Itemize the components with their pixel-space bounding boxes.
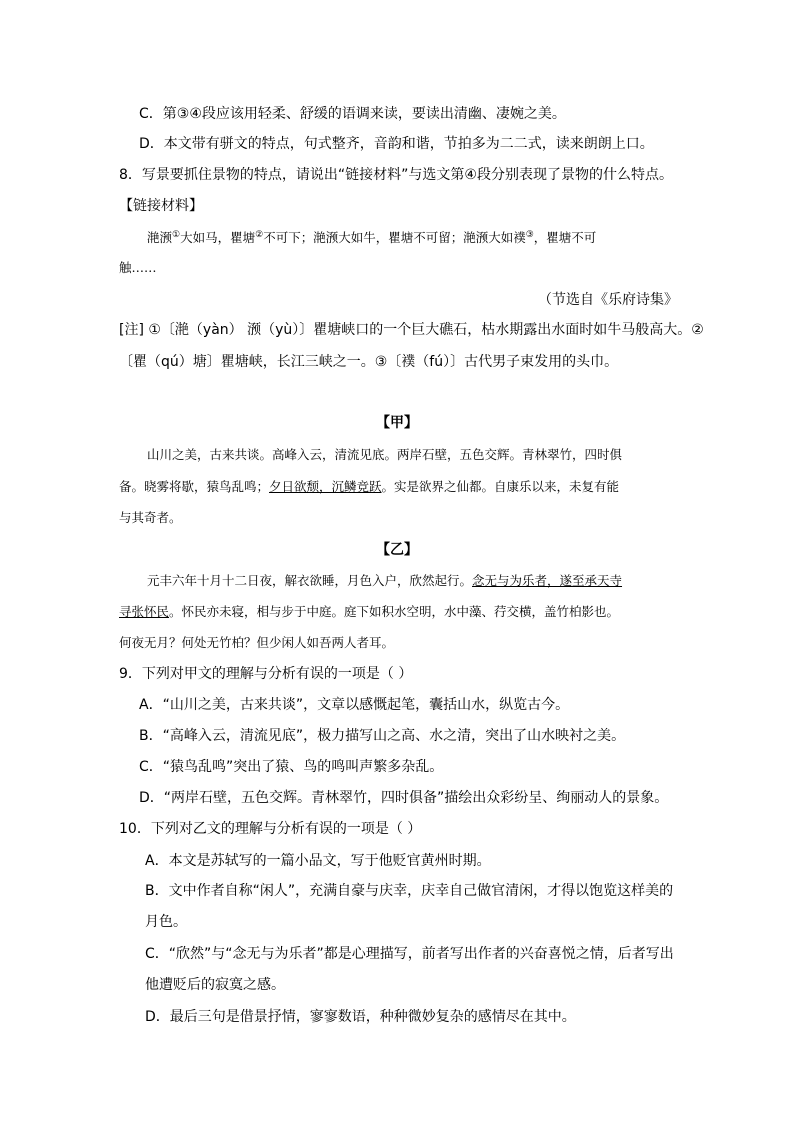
jia-line2: 备。晓雾将歇，猿鸟乱鸣；夕日欲颓，沉鳞竞跃。实是欲界之仙都。自康乐以来，未复有能 [119, 479, 620, 494]
q10-option-c-line2: 他遭贬后的寂寞之感。 [145, 977, 285, 993]
jia-line1: 山川之美，古来共谈。高峰入云，清流见底。两岸石壁，五色交辉。青林翠竹，四时俱 [147, 447, 623, 462]
q10-option-d: D．最后三句是借景抒情，寥寥数语，种种微妙复杂的感情尽在其中。 [145, 1009, 576, 1025]
q10-option-b-line2: 月色。 [145, 914, 187, 930]
q9-option-b: B．“高峰入云，清流见底”，极力描写山之高、水之清，突出了山水映衬之美。 [139, 728, 626, 744]
q8-note-line1: [注] ①〔滟（yàn） 滪（yù）〕瞿塘峡口的一个巨大礁石，枯水期露出水面时如牛马般高大。② [119, 322, 704, 338]
yi-line3: 何夜无月？何处无竹柏？但少闲人如吾两人者耳。 [119, 635, 395, 650]
q8-material-title: 【链接材料】 [119, 198, 203, 214]
q10-option-c-line1: C．“欣然”与“念无与为乐者”都是心理描写，前者写出作者的兴奋喜悦之情，后者写出 [145, 946, 674, 962]
q7-option-d: D．本文带有骈文的特点，句式整齐，音韵和谐，节拍多为二二式，读来朗朗上口。 [139, 136, 654, 152]
q9-option-a: A．“山川之美，古来共谈”，文章以感慨起笔，囊括山水，纵览古今。 [139, 697, 570, 713]
q8-note-line2: 〔瞿（qú）塘〕瞿塘峡，长江三峡之一。③〔襆（fú）〕古代男子束发用的头巾。 [119, 354, 619, 370]
q9-option-c: C．“猿鸟乱鸣”突出了猿、鸟的鸣叫声繁多杂乱。 [139, 759, 444, 775]
yi-line2: 寻张怀民。怀民亦未寝，相与步于中庭。庭下如积水空明，水中藻、荇交横，盖竹柏影也。 [119, 604, 620, 619]
yi-title: 【乙】 [376, 542, 418, 558]
q8-material-line2: 触…… [119, 260, 157, 275]
q8-source: （节选自《乐府诗集》 [538, 292, 678, 308]
q7-option-c: C．第③④段应该用轻柔、舒缓的语调来读，要读出清幽、凄婉之美。 [139, 106, 566, 122]
jia-title: 【甲】 [376, 415, 418, 431]
q10-option-a: A．本文是苏轼写的一篇小品文，写于他贬官黄州时期。 [145, 853, 491, 869]
q9-stem: 9．下列对甲文的理解与分析有误的一项是（ ） [119, 666, 413, 682]
q8-stem: 8．写景要抓住景物的特点，请说出“链接材料”与选文第④段分别表现了景物的什么特点。 [119, 167, 673, 183]
q10-stem: 10．下列对乙文的理解与分析有误的一项是（ ） [119, 821, 422, 837]
jia-line3: 与其奇者。 [119, 510, 182, 525]
q10-option-b-line1: B．文中作者自称“闲人”，充满自豪与庆幸，庆幸自己做官清闲，才得以饱览这样美的 [145, 883, 674, 899]
yi-line1: 元丰六年十月十二日夜，解衣欲睡，月色入户，欣然起行。念无与为乐者，遂至承天寺 [147, 573, 623, 588]
q8-material-line1: 滟滪①大如马，瞿塘②不可下；滟滪大如牛，瞿塘不可留；滟滪大如襆③，瞿塘不可 [147, 229, 597, 245]
q9-option-d: D．“两岸石壁，五色交辉。青林翠竹，四时俱备”描绘出众彩纷呈、绚丽动人的景象。 [139, 790, 669, 806]
